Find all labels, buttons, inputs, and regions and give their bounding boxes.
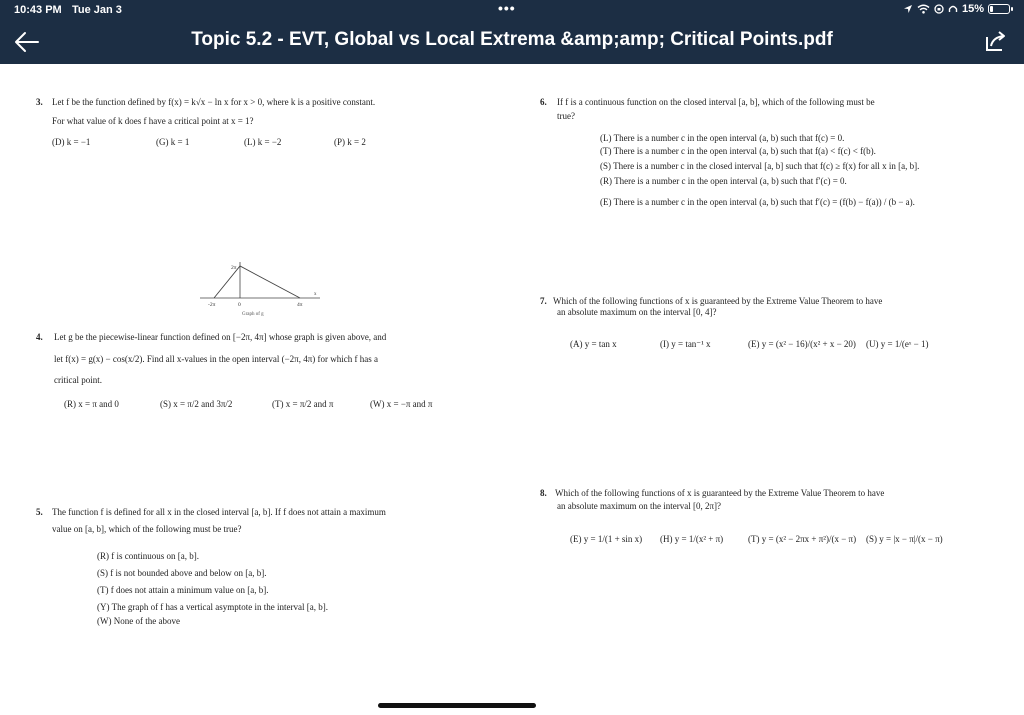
answer-option: (T) There is a number c in the open interval (a, b) such that f(a) < f(c) < f(b). (600, 146, 876, 156)
answer-option: (L) There is a number c in the open interval (a, b) such that f(c) = 0. (600, 133, 845, 143)
battery-icon (988, 4, 1010, 14)
question-text: For what value of k does f have a critical point at x = 1? (52, 116, 254, 126)
multitasking-dots[interactable]: ••• (498, 0, 516, 16)
question-text: Let f be the function defined by f(x) = k√x − ln x for x > 0, where k is a positive constant. (52, 97, 376, 107)
question-number: 8. (540, 488, 547, 498)
question-number: 5. (36, 507, 43, 517)
answer-option: (W) None of the above (97, 616, 180, 626)
graph-caption: Graph of g (242, 312, 264, 317)
question-text: value on [a, b], which of the following must be true? (52, 524, 242, 534)
question-text: an absolute maximum on the interval [0, 4]? (557, 307, 717, 317)
answer-option: (I) y = tan⁻¹ x (660, 339, 711, 349)
answer-option: (W) x = −π and π (370, 399, 433, 409)
answer-option: (R) There is a number c in the open interval (a, b) such that f′(c) = 0. (600, 176, 847, 186)
answer-option: (U) y = 1/(eˣ − 1) (866, 339, 929, 349)
answer-option: (T) y = (x² − 2πx + π²)/(x − π) (748, 534, 857, 544)
answer-option: (S) f is not bounded above and below on [a, b]. (97, 568, 267, 578)
x-axis-label: x (314, 292, 317, 297)
status-time: 10:43 PM (14, 4, 62, 16)
answer-option: (E) There is a number c in the open interval (a, b) such that f′(c) = (f(b) − f(a)) / (b − a). (600, 197, 915, 207)
top-navigation-bar (0, 20, 1024, 64)
question-text: true? (557, 111, 575, 121)
question-text: let f(x) = g(x) − cos(x/2). Find all x-values in the open interval (−2π, 4π) for which f has a (54, 354, 378, 364)
answer-option: (E) y = 1/(1 + sin x) (570, 534, 643, 544)
question-text: Which of the following functions of x is guaranteed by the Extreme Value Theorem to have (553, 296, 883, 306)
document-title: Topic 5.2 - EVT, Global vs Local Extrema &amp;amp; Critical Points.pdf (191, 29, 833, 50)
wifi-icon (917, 4, 930, 14)
answer-option: (S) There is a number c in the closed interval [a, b] such that f(c) ≥ f(x) for all x in [a, b]. (600, 161, 920, 171)
answer-option: (T) f does not attain a minimum value on [a, b]. (97, 585, 269, 595)
piecewise-line (214, 266, 300, 298)
answer-option: (R) f is continuous on [a, b]. (97, 551, 199, 561)
answer-option: (Y) The graph of f has a vertical asymptote in the interval [a, b]. (97, 602, 328, 612)
battery-level (990, 6, 993, 12)
answer-option: (G) k = 1 (156, 137, 190, 147)
status-icons (903, 3, 1010, 15)
answer-option: (H) y = 1/(x² + π) (660, 534, 724, 544)
answer-option: (T) x = π/2 and π (272, 399, 334, 409)
share-icon[interactable] (984, 29, 1008, 53)
location-icon (903, 4, 913, 14)
answer-option: (D) k = −1 (52, 137, 91, 147)
answer-option: (R) x = π and 0 (64, 399, 119, 409)
pdf-page[interactable] (0, 64, 1024, 715)
question-number: 6. (540, 97, 547, 107)
y-axis-label: 2π (231, 265, 237, 271)
home-indicator[interactable] (378, 703, 536, 708)
question-text: The function f is defined for all x in the closed interval [a, b]. If f does not attain a maximum (52, 507, 386, 517)
answer-option: (S) x = π/2 and 3π/2 (160, 399, 233, 409)
lock-rotation-icon (934, 4, 944, 14)
status-bar (0, 0, 1024, 20)
question-text: If f is a continuous function on the closed interval [a, b], which of the following must be (557, 97, 875, 107)
answer-option: (A) y = tan x (570, 339, 617, 349)
question-text: Let g be the piecewise-linear function defined on [−2π, 4π] whose graph is given above, and (54, 332, 387, 342)
question-text: Which of the following functions of x is guaranteed by the Extreme Value Theorem to have (555, 488, 885, 498)
battery-percent: 15% (961, 3, 984, 15)
question-text: critical point. (54, 375, 102, 385)
answer-option: (L) k = −2 (244, 137, 282, 147)
question-text: an absolute maximum on the interval [0, 2π]? (557, 501, 721, 511)
status-date: Tue Jan 3 (72, 4, 122, 16)
question-number: 7. (540, 296, 547, 306)
x-tick-label: 4π (297, 302, 303, 308)
headphones-icon (948, 4, 958, 14)
answer-option: (S) y = |x − π|/(x − π) (866, 534, 943, 544)
x-tick-label: -2π (208, 302, 216, 308)
graph-of-g (200, 262, 330, 324)
answer-option: (E) y = (x² − 16)/(x² + x − 20) (748, 339, 856, 349)
question-number: 3. (36, 97, 43, 107)
question-number: 4. (36, 332, 43, 342)
answer-option: (P) k = 2 (334, 137, 366, 147)
x-tick-label: 0 (238, 302, 241, 308)
